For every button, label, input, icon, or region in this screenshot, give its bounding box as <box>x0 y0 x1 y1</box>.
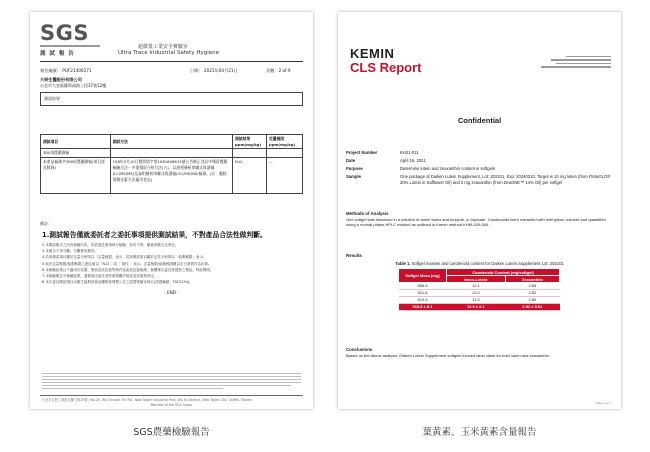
header-trans-lutein: trans-Lutein <box>447 276 506 283</box>
field-label: Purpose <box>346 166 363 171</box>
notes-headline: 1.測試報告僅就委託者之委託事項提供測試結果，不對產品合法性做判斷。 <box>42 231 267 239</box>
table-row <box>399 289 560 296</box>
table-row <box>399 296 560 303</box>
cell-mass-mean: 515.8 ± 8.1 <box>399 303 447 310</box>
sgs-sample-label: 測試結果： <box>44 96 64 101</box>
cell-lutein: 11.9 <box>447 296 506 303</box>
field-value: Determine lutein and zeaxanthin content in softgels <box>400 166 495 171</box>
conclusions-section <box>346 347 614 358</box>
cell-lutein-mean: 12.0 ± 0.1 <box>447 303 506 310</box>
caption-kemin-report: 葉黃素、玉米黃素含量報告 <box>422 427 537 438</box>
row2-method: 108年5月10日農授防字第1081606612號公告修正食品中殘留農藥檢驗方法－多重殘留分析方法(五)，以液相層析串聯式質譜儀(LC/MS/MS)及氣相層析串聯式質譜儀(GC/MS/MS)檢測。(註：擬除菊類光素方法適用食品) <box>110 158 232 194</box>
table-summary-row <box>399 303 560 310</box>
sgs-report-subtitle: 測 試 報 告 <box>40 51 75 57</box>
cell-zeaxanthin-mean: 2.82 ± 0.01 <box>505 303 559 310</box>
row1-method <box>110 149 232 158</box>
header-loq: 定量極限 ppm(mg/kg) <box>267 135 303 149</box>
header-test-item: 測試項目 <box>41 135 111 149</box>
list-item: 5.低於定量極限/偵測極限之測定值以「N.D.」或「 陰性 」表示。定量極限/偵測極限應以空白基質作為計算。 <box>42 261 212 266</box>
row2-loq: — <box>267 158 303 194</box>
notes-title: 備註： <box>40 221 52 226</box>
row2-item: 本產品檢測共380項農藥篩檢(項目詳見附錄) <box>41 158 111 194</box>
list-item: 6.本檢驗結果且不適用於容器、瓶装食品包裝等物件及產品包裝檢測，檢體係以委託者提供之樣品，特此聲明。 <box>42 267 214 272</box>
table-caption-label: Table 1. <box>395 261 411 266</box>
field-value: One package of Daiken Lutein Supplement, Lot: 202101, Exp: 20240310, Target is 10 mg lutein (from FloraGLO® 20% Lutein in Safflower Oil) and 2 mg zeaxanthin (from ZeaONE™ 14% Oil) per softgel <box>400 174 611 185</box>
list-item: 7.本檢驗報告中檢驗結果，謹慎須由委託者依照相關法規及食品規格判定。 <box>42 274 158 279</box>
cell-zeaxanthin: 2.80 <box>505 296 559 303</box>
row1-result <box>233 149 267 158</box>
cell-lutein: 12.0 <box>447 289 506 296</box>
caption-sgs-report: SGS農藥檢驗報告 <box>133 427 210 438</box>
cell-mass: 521.6 <box>399 289 447 296</box>
kemin-report-title: CLS Report <box>350 60 422 75</box>
field-label: Project Number <box>346 150 378 155</box>
header-carotenoid-content: Carotenoid Content (mg/softgel) <box>447 269 560 276</box>
list-item: 3.本報告不得分離，分離使用無效。 <box>42 249 98 254</box>
table-caption-text: Softgel masses and carotenoid content for Daiken Lutein Supplement Lot: 202101 <box>411 261 564 266</box>
header-test-result: 測試結果 ppm(mg/kg) <box>233 135 267 149</box>
table-row <box>41 149 303 158</box>
cell-zeaxanthin: 2.82 <box>505 289 559 296</box>
footer-divider <box>40 395 303 396</box>
table-row <box>399 283 560 290</box>
notes-list <box>42 242 302 285</box>
field-label: Date <box>346 158 356 163</box>
confidential-heading: Confidential <box>457 116 502 125</box>
carotenoid-table <box>398 268 560 311</box>
conclusions-title: Conclusions <box>346 347 373 352</box>
header-test-method: 測試方法 <box>110 135 232 149</box>
methods-title: Methods of Analysis <box>346 211 389 216</box>
methods-section <box>346 211 614 228</box>
sgs-sample-box <box>40 92 303 106</box>
kemin-page-number: Page 1 of 1 <box>595 401 611 405</box>
end-marker: - END - <box>164 290 179 295</box>
row2-result: N.D. <box>233 158 267 194</box>
kemin-logo-text: KEMIN <box>350 46 395 61</box>
sgs-lab-name-en: Ultra Trace Industrial Safety Hygiene <box>118 50 219 56</box>
conclusions-text: Based on the above analysis, Daiken Lutein Supplement softgels exceed label claim for both lutein and zeaxanthin. <box>346 353 550 358</box>
cell-mass: 506.5 <box>399 283 447 290</box>
cell-zeaxanthin: 2.83 <box>505 283 559 290</box>
sgs-client-address: 台北市大安區羅斯福路三段37號12樓 <box>40 83 107 88</box>
field-value: April 16, 2021 <box>400 158 426 163</box>
kemin-logo <box>350 46 394 61</box>
kemin-address-block <box>541 56 611 70</box>
header-zeaxanthin: Zeaxanthin <box>505 276 559 283</box>
cell-lutein: 12.1 <box>447 283 506 290</box>
results-section <box>346 253 362 258</box>
field-label: Sample <box>346 174 361 179</box>
sgs-member-line: Member of the SGS Group <box>150 403 193 407</box>
table-header-row <box>41 135 303 149</box>
table-header-row <box>399 269 560 276</box>
row1-loq <box>267 149 303 158</box>
sgs-page-count: 頁數：2 of 9 <box>266 68 291 73</box>
list-item: 2.本測試報告之所有檢驗內容，均依委託事項執行檢驗，如有不實，願意承擔完全責任。 <box>42 243 179 247</box>
sgs-results-table <box>40 134 303 194</box>
list-item: 4.若該測試項目屬於定量分析則以「定量極限」表示；若該測試項目屬於定性分析則以「偵測極限」表示。 <box>42 255 207 260</box>
sgs-logo-underline <box>40 45 100 47</box>
results-title: Results <box>346 253 362 258</box>
field-value: KH21-011 <box>400 150 419 155</box>
sgs-logo: SGS <box>40 21 89 45</box>
header-softgel-mass: Softgel Mass (mg) <box>399 269 447 283</box>
sgs-lab-name-cn: 超微量工業安全實驗室 <box>138 44 189 50</box>
sgs-report-number: 報告編號： PUF21400271 <box>40 68 92 73</box>
sgs-footer-address: 台北市五股工業區五權七路25號 / No.25, Wu Chyuan 7th Rd., New Taipei Industrial Park, Wu Ku District, New Taipei City, 24890, Taiwan <box>42 398 252 402</box>
header-divider <box>40 61 303 62</box>
sgs-report-date: 日期： 2021年04月21日 <box>190 68 238 73</box>
table-caption <box>338 261 621 266</box>
sgs-client-name: 大研生醫股份有限公司 <box>40 77 82 82</box>
kemin-report-document <box>338 12 621 409</box>
table-row <box>41 158 303 194</box>
cell-mass: 519.3 <box>399 296 447 303</box>
methods-text: One softgel was dissolved in a solution of warm water and enzyme, in triplicate. Carotenoids were extracted with methylene chloride and quantified using a normal phase HPLC method as outlined in Kemin method KHM-005-065. <box>346 217 606 228</box>
row1-item: 380項農藥篩檢 <box>41 149 111 158</box>
list-item: 8.本次委託測試項目由衛生福利部食品藥物管理署公告之認證實驗室執行(認證編號：TAF2234)。 <box>42 280 193 285</box>
fine-print-block <box>42 373 301 391</box>
sgs-report-document <box>30 12 313 409</box>
